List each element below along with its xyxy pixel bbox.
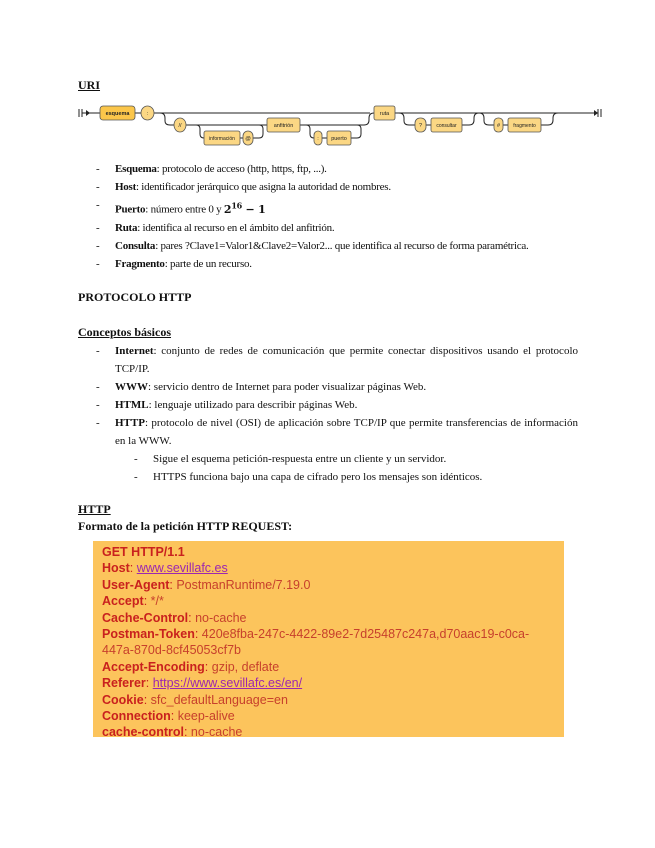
node-host-label: anfitrión	[273, 123, 294, 129]
uri-syntax-diagram	[0, 98, 655, 158]
http-heading: HTTP	[78, 502, 111, 516]
host-link[interactable]: www.sevillafc.es	[136, 561, 228, 576]
uri-components-list	[78, 160, 578, 273]
list-item: - HTTP: protocolo de nivel (OSI) de aplicación sobre TCP/IP que permite transferencias de información en la WWW. - Sigue el esquema petición-respuesta entre un cliente y un servidor. - HTTPS funciona bajo una capa de cifrado pero los mensajes son idénticos.	[78, 414, 578, 486]
node-colon-label: :	[146, 111, 149, 117]
list-item: - HTTPS funciona bajo una capa de cifrado pero los mensajes son idénticos.	[115, 468, 578, 486]
node-hash-label: #	[496, 123, 501, 129]
list-item: - Internet: conjunto de redes de comunicación que permite conectar dispositivos usando el protocolo TCP/IP.	[78, 342, 578, 378]
node-fragment-label: fragmento	[513, 123, 536, 129]
format-heading: Formato de la petición HTTP REQUEST:	[78, 519, 293, 533]
node-port-label: puerto	[331, 136, 347, 142]
list-item: - WWW: servicio dentro de Internet para poder visualizar páginas Web.	[78, 378, 578, 396]
node-at-label: @	[245, 136, 251, 142]
list-item: - Host: identificador jerárquico que asigna la autoridad de nombres.	[78, 178, 578, 196]
header-user-agent: User-Agent: PostmanRuntime/7.19.0	[102, 577, 311, 592]
protocol-heading: PROTOCOLO HTTP	[78, 290, 192, 304]
node-path-label: ruta	[379, 111, 390, 117]
header-cache-control: Cache-Control: no-cache	[102, 610, 247, 625]
node-esquema-label: esquema	[105, 111, 130, 117]
header-connection: Connection: keep-alive	[102, 709, 235, 724]
concepts-heading: Conceptos básicos	[78, 325, 172, 339]
header-cache-control-lower: cache-control: no-cache	[102, 725, 243, 740]
node-user-label: información	[209, 136, 235, 142]
list-item: - Puerto: número entre 0 y $2^{16} - 1$	[78, 196, 578, 219]
list-item: - HTML: lenguaje utilizado para describir páginas Web.	[78, 396, 578, 414]
list-item: - Consulta: pares ?Clave1=Valor1&Clave2=Valor2... que identifica al recurso de forma paramétrica.	[78, 237, 578, 255]
http-request-box	[93, 541, 564, 740]
request-line: GET HTTP/1.1	[102, 545, 185, 559]
header-accept: Accept: */*	[102, 594, 164, 609]
list-item: - Ruta: identifica al recurso en el ámbito del anfitrión.	[78, 219, 578, 237]
uri-heading: URI	[78, 78, 101, 92]
header-host: Host: www.sevillafc.es	[102, 561, 228, 576]
node-dslash-label: //	[178, 123, 182, 129]
list-item: - Fragmento: parte de un recurso.	[78, 255, 578, 273]
header-referer: Referer: https://www.sevillafc.es/en/	[102, 676, 303, 691]
node-query-label: consultar	[436, 123, 457, 129]
list-item: - Esquema: protocolo de acceso (http, https, ftp, ...).	[78, 160, 578, 178]
http-sublist	[115, 450, 578, 486]
header-postman-token: Postman-Token: 420e8fba-247c-4422-89e2-7d25487c247a,d70aac19-c0ca-	[102, 627, 530, 642]
header-accept-encoding: Accept-Encoding: gzip, deflate	[102, 659, 280, 674]
header-postman-token-cont: 447a-870d-8cf45053cf7b	[102, 643, 242, 658]
header-cookie: Cookie: sfc_defaultLanguage=en	[102, 692, 288, 707]
concepts-list	[78, 342, 578, 486]
list-item: - Sigue el esquema petición-respuesta entre un cliente y un servidor.	[115, 450, 578, 468]
node-qmark-label: ?	[418, 123, 423, 129]
referer-link[interactable]: https://www.sevillafc.es/en/	[152, 676, 303, 691]
node-pcolon-label: :	[317, 136, 319, 142]
